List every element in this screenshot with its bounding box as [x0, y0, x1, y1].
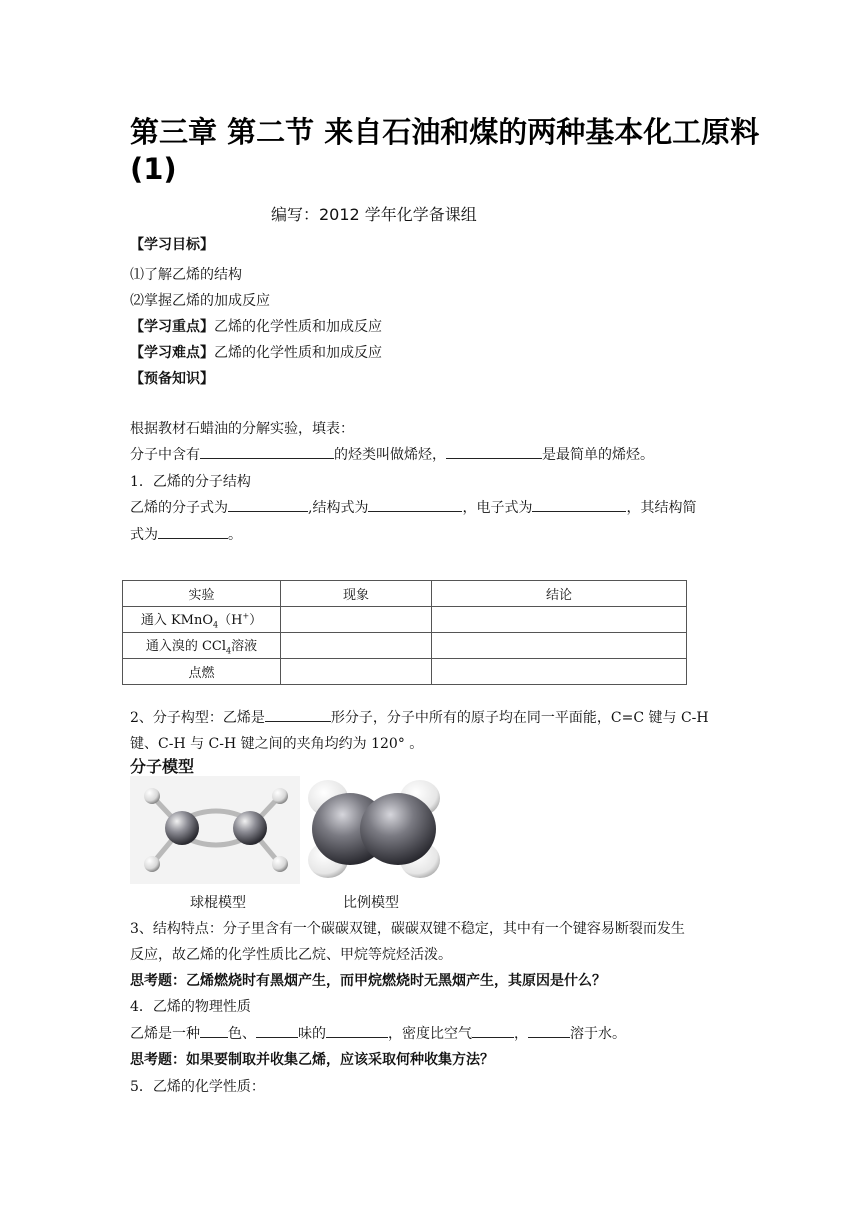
focus-tag: 【学习重点】 [130, 319, 214, 335]
section-3-line-1: 3、结构特点：分子里含有一个碳碳双键，碳碳双键不稳定，其中有一个键容易断裂而发生 [130, 921, 685, 937]
row2-tail: 溶液 [231, 639, 258, 655]
row2-sub: 4 [226, 646, 232, 656]
table-row [123, 633, 687, 659]
experiment-table [122, 580, 687, 685]
phys-a: 乙烯是一种 [130, 1026, 200, 1042]
struct-e: 式为 [130, 527, 158, 543]
physical-properties-line [130, 1023, 626, 1043]
caption-ball-stick: 球棍模型 [190, 895, 246, 911]
think-question-1: 思考题：乙烯燃烧时有黑烟产生，而甲烷燃烧时无黑烟产生，其原因是什么？ [130, 973, 606, 989]
phys-e: ， [514, 1026, 528, 1042]
cell-conclusion-1[interactable] [432, 607, 687, 633]
blank-structural-formula[interactable] [368, 497, 462, 512]
page-title-number: (1) [130, 152, 177, 186]
fill1-a: 分子中含有 [130, 447, 200, 463]
blank-solubility[interactable] [528, 1023, 570, 1038]
blank-density[interactable] [472, 1023, 514, 1038]
blank-state[interactable] [326, 1023, 388, 1038]
goal-item-1: ⑴了解乙烯的结构 [130, 267, 242, 283]
row1-sub: 4 [213, 620, 219, 630]
phys-c: 味的 [298, 1026, 326, 1042]
row1-tail: （H [218, 613, 243, 629]
blank-simplified-formula[interactable] [158, 524, 228, 539]
phys-f: 溶于水。 [570, 1026, 626, 1042]
blank-molecular-formula[interactable] [228, 497, 308, 512]
struct-a: 乙烯的分子式为 [130, 500, 228, 516]
sec2-b: 形分子，分子中所有的原子均在同一平面能，C=C 键与 C-H [330, 710, 709, 726]
section-2-line-1 [130, 707, 709, 727]
table-row [123, 607, 687, 633]
table-header-row [123, 581, 687, 607]
cell-phenomenon-1[interactable] [281, 607, 432, 633]
struct-d: ，其结构简 [626, 500, 697, 516]
intro-text: 根据教材石蜡油的分解实验，填表： [130, 421, 354, 437]
fill1-b: 的烃类叫做烯烃， [334, 447, 446, 463]
cell-conclusion-3[interactable] [432, 659, 687, 685]
section-2-line-2: 键、C-H 与 C-H 键之间的夹角均约为 120° 。 [130, 736, 424, 752]
think-question-2: 思考题：如果要制取并收集乙烯，应该采取何种收集方法？ [130, 1052, 494, 1068]
row1-end: ） [249, 613, 263, 629]
section-4-heading: 4．乙烯的物理性质 [130, 999, 251, 1015]
row2-text: 通入溴的 CCl [145, 639, 227, 655]
struct-f: 。 [228, 527, 242, 543]
struct-b: ,结构式为 [308, 500, 369, 516]
space-filling-model-image [300, 776, 448, 884]
struct-c: ，电子式为 [462, 500, 533, 516]
section-1-heading: 1．乙烯的分子结构 [130, 474, 251, 490]
blank-molecular-shape[interactable] [265, 707, 331, 722]
structure-line-2 [130, 524, 242, 544]
phys-b: 色、 [228, 1026, 256, 1042]
cell-phenomenon-2[interactable] [281, 633, 432, 659]
table-row [123, 659, 687, 685]
goal-item-2: ⑵掌握乙烯的加成反应 [130, 293, 270, 309]
difficulty-text: 乙烯的化学性质和加成反应 [214, 345, 382, 361]
fill-line-1 [130, 444, 654, 464]
section-5-heading: 5．乙烯的化学性质： [130, 1079, 265, 1095]
model-heading: 分子模型 [130, 757, 195, 776]
section-3-line-2: 反应，故乙烯的化学性质比乙烷、甲烷等烷烃活泼。 [130, 947, 452, 963]
blank-simplest-alkene[interactable] [446, 444, 542, 459]
row-bromine [123, 633, 281, 659]
cell-conclusion-2[interactable] [432, 633, 687, 659]
caption-space-filling: 比例模型 [343, 895, 399, 911]
goals-heading: 【学习目标】 [130, 237, 214, 253]
sec2-a: 2、分子构型：乙烯是 [130, 710, 265, 726]
phys-d: ，密度比空气 [388, 1026, 472, 1042]
header-conclusion: 结论 [432, 581, 687, 607]
blank-odor[interactable] [256, 1023, 298, 1038]
row1-text: 通入 KMnO [140, 613, 214, 629]
cell-phenomenon-3[interactable] [281, 659, 432, 685]
header-phenomenon: 现象 [281, 581, 432, 607]
blank-electron-formula[interactable] [532, 497, 626, 512]
blank-color[interactable] [200, 1023, 228, 1038]
page-title: 第三章 第二节 来自石油和煤的两种基本化工原料 [130, 115, 760, 149]
header-experiment: 实验 [123, 581, 281, 607]
focus-text: 乙烯的化学性质和加成反应 [214, 319, 382, 335]
row-kmno4 [123, 607, 281, 633]
blank-alkene-feature[interactable] [200, 444, 334, 459]
difficulty-line [130, 342, 382, 362]
row1-sup: + [242, 611, 250, 621]
structure-line [130, 497, 696, 517]
difficulty-tag: 【学习难点】 [130, 345, 214, 361]
prep-heading: 【预备知识】 [130, 371, 214, 387]
row-ignite: 点燃 [123, 659, 281, 685]
fill1-c: 是最简单的烯烃。 [542, 447, 654, 463]
focus-line [130, 316, 382, 336]
ball-and-stick-model-image [130, 776, 300, 884]
author-line: 编写：2012 学年化学备课组 [271, 205, 477, 224]
